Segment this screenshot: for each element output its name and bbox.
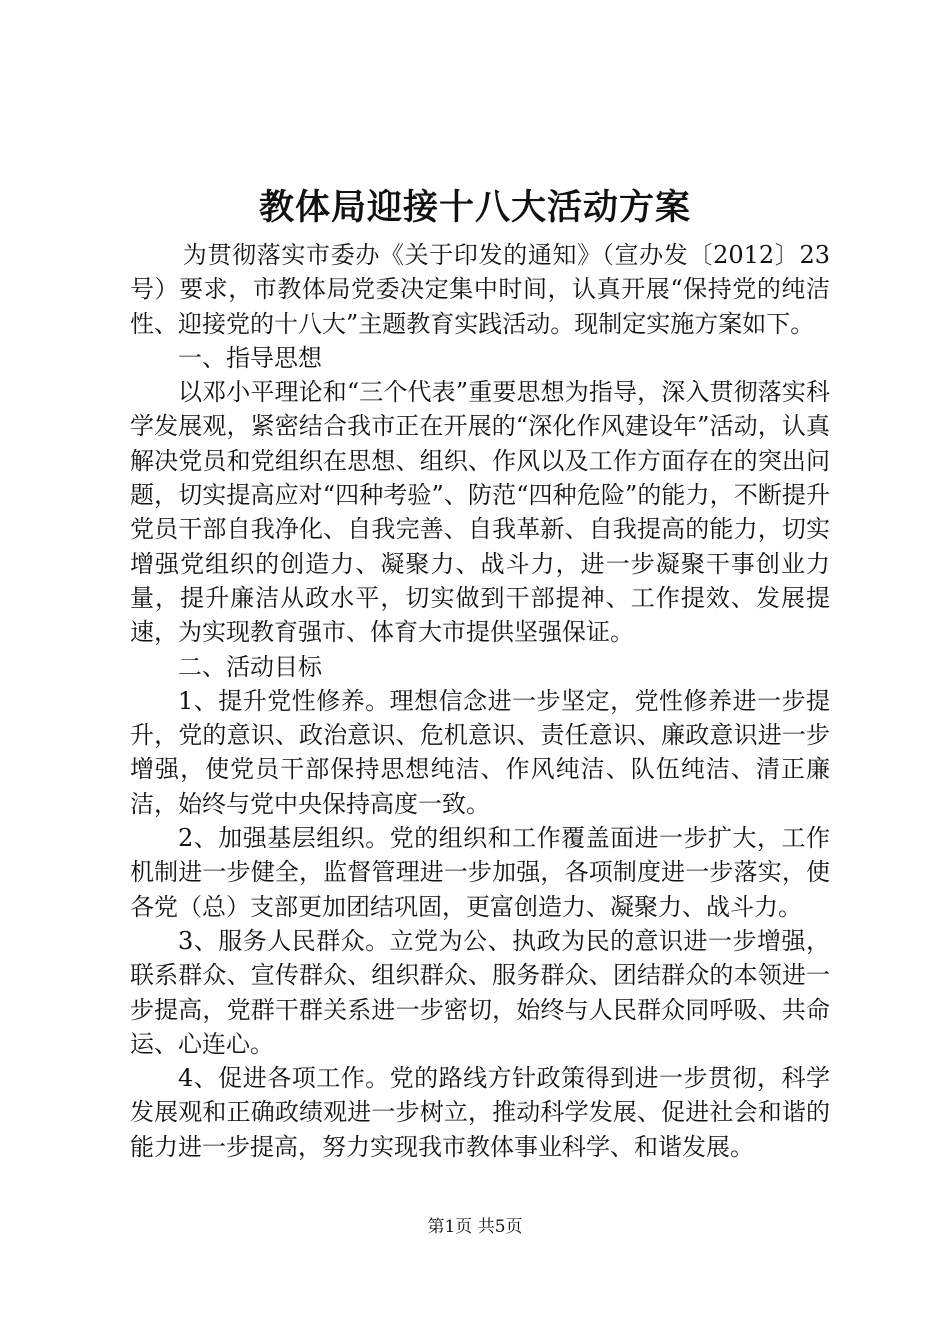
goal-item: 2、加强基层组织。党的组织和工作覆盖面进一步扩大，工作机制进一步健全，监督管理进一步加强，各项制度进一步落实，使各党（总）支部更加团结巩固，更富创造力、凝聚力、战斗力。 xyxy=(130,824,830,921)
goal-item: 3、服务人民群众。立党为公、执政为民的意识进一步增强，联系群众、宣传群众、组织群众、服务群众、团结群众的本领进一步提高，党群干群关系进一步密切，始终与人民群众同呼吸、共命运、心连心。 xyxy=(130,926,830,1058)
page-total: 共5页 xyxy=(477,1217,523,1237)
document-body xyxy=(130,238,830,1164)
goal-item: 4、促进各项工作。党的路线方针政策得到进一步贯彻，科学发展观和正确政绩观进一步树立，推动科学发展、促进社会和谐的能力进一步提高，努力实现我市教体事业科学、和谐发展。 xyxy=(130,1064,830,1161)
page-footer xyxy=(0,1216,950,1238)
section-heading-activity-goals: 二、活动目标 xyxy=(178,652,322,681)
section-paragraph-guiding-ideology: 以邓小平理论和“三个代表”重要思想为指导，深入贯彻落实科学发展观，紧密结合我市正在开展的“深化作风建设年”活动，认真解决党员和党组织在思想、组织、作风以及工作方面存在的突出问题，切实提高应对“四种考验”、防范“四种危险”的能力，不断提升党员干部自我净化、自我完善、自我革新、自我提高的能力，切实增强党组织的创造力、凝聚力、战斗力，进一步凝聚干事创业力量，提升廉洁从政水平，切实做到干部提神、工作提效、发展提速，为实现教育强市、体育大市提供坚强保证。 xyxy=(130,378,830,647)
document-title: 教体局迎接十八大活动方案 xyxy=(258,188,691,228)
section-heading-guiding-ideology: 一、指导思想 xyxy=(178,343,322,372)
goal-item: 1、提升党性修养。理想信念进一步坚定，党性修养进一步提升，党的意识、政治意识、危机意识、责任意识、廉政意识进一步增强，使党员干部保持思想纯洁、作风纯洁、队伍纯洁、清正廉洁，始终与党中央保持高度一致。 xyxy=(130,686,830,818)
intro-paragraph: 为贯彻落实市委办《关于印发的通知》（宣办发〔2012〕23号）要求，市教体局党委决定集中时间，认真开展“保持党的纯洁性、迎接党的十八大”主题教育实践活动。现制定实施方案如下。 xyxy=(130,241,830,338)
page-number: 第1页 xyxy=(427,1217,473,1237)
